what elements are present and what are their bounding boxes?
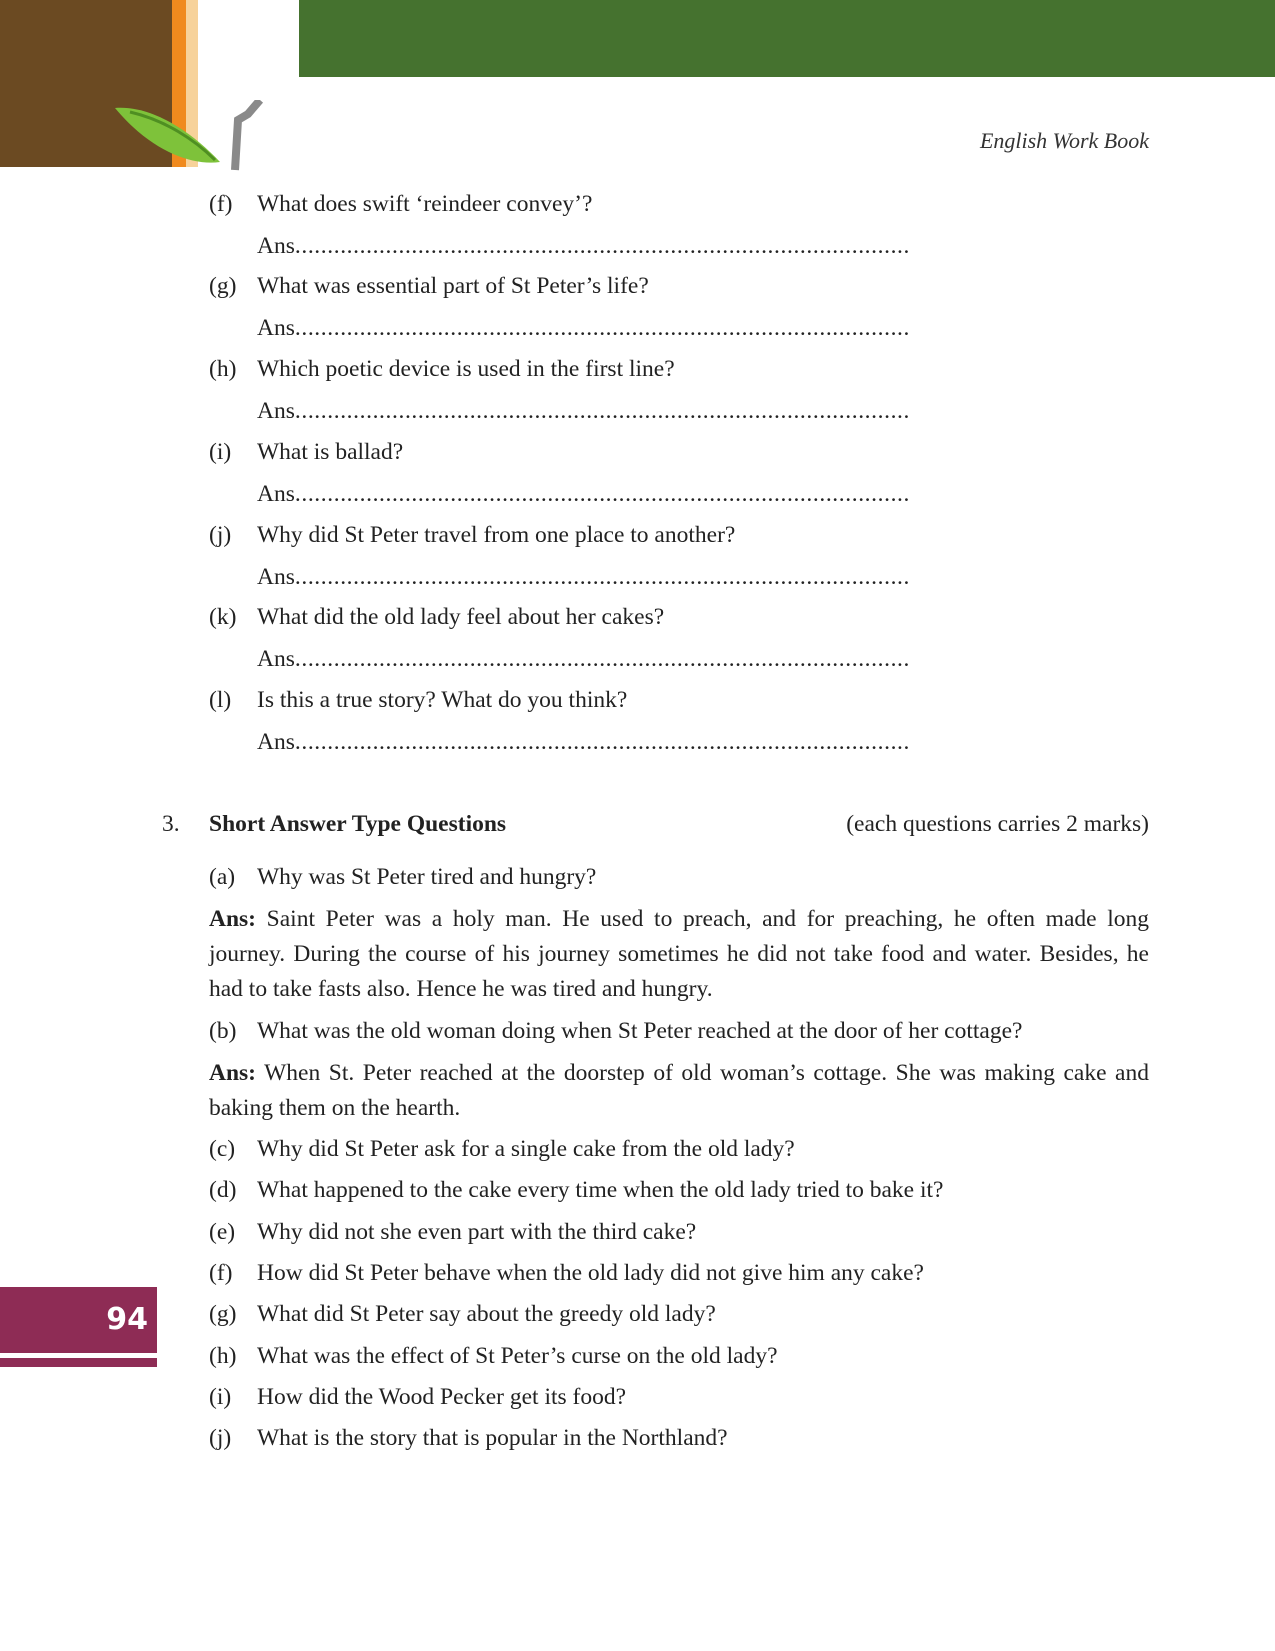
- question-item: [209, 189, 592, 219]
- question-text: What does swift ‘reindeer convey’?: [257, 191, 593, 217]
- question-label: (k): [209, 604, 237, 630]
- question-text: What was essential part of St Peter’s life?: [257, 273, 649, 299]
- question-text: What did the old lady feel about her cakes?: [257, 604, 665, 630]
- answer-prefix: Ans: [257, 233, 295, 259]
- question-text: What was the old woman doing when St Peter reached at the door of her cottage?: [257, 1018, 1023, 1044]
- header-green-band: [299, 0, 1275, 77]
- answer-line: [257, 562, 910, 592]
- question-text: How did the Wood Pecker get its food?: [257, 1384, 627, 1410]
- book-title: English Work Book: [979, 128, 1149, 153]
- answer-prefix: Ans: [257, 646, 295, 672]
- question-text: What did St Peter say about the greedy old lady?: [257, 1301, 716, 1327]
- answer-line: [257, 313, 910, 343]
- question-item: [209, 520, 735, 550]
- answer-line: [257, 396, 910, 426]
- answer-text: Saint Peter was a holy man. He used to preach, and for preaching, he often made long journey. During the course of his journey sometimes he did not take food and water. Besides, he had to take fasts also. Hence he was tired and hungry.: [209, 906, 1150, 1002]
- question-text: What is the story that is popular in the Northland?: [257, 1425, 728, 1451]
- page-number-underline: [0, 1358, 157, 1367]
- question-text: Why did St Peter travel from one place to another?: [257, 522, 736, 548]
- question-label: (l): [209, 687, 232, 713]
- question-item: [209, 1134, 795, 1164]
- question-label: (g): [209, 1301, 237, 1327]
- question-label: (b): [209, 1018, 237, 1044]
- answer-paragraph: [209, 1056, 1149, 1126]
- question-item: [209, 1217, 696, 1247]
- answer-prefix: Ans:: [209, 1060, 257, 1086]
- answer-line: [257, 479, 910, 509]
- question-label: (f): [209, 191, 233, 217]
- question-item: [209, 271, 649, 301]
- question-label: (d): [209, 1177, 237, 1203]
- question-item: [209, 354, 675, 384]
- question-text: What was the effect of St Peter’s curse on the old lady?: [257, 1343, 778, 1369]
- answer-line: [257, 727, 910, 757]
- question-label: (h): [209, 1343, 237, 1369]
- question-item: [209, 862, 596, 892]
- question-label: (a): [209, 864, 236, 890]
- answer-line: [257, 231, 910, 261]
- question-label: (e): [209, 1219, 236, 1245]
- question-item: [209, 1016, 1022, 1046]
- question-item: [209, 1423, 728, 1453]
- question-item: [209, 1258, 924, 1288]
- question-item: [209, 1341, 778, 1371]
- question-text: Why was St Peter tired and hungry?: [257, 864, 597, 890]
- question-item: [209, 1299, 716, 1329]
- question-item: [209, 602, 664, 632]
- section-number: 3.: [162, 811, 180, 837]
- question-text: Which poetic device is used in the first line?: [257, 356, 675, 382]
- question-label: (j): [209, 522, 232, 548]
- question-text: How did St Peter behave when the old lady did not give him any cake?: [257, 1260, 924, 1286]
- question-text: Is this a true story? What do you think?: [257, 687, 628, 713]
- question-item: [209, 437, 403, 467]
- answer-prefix: Ans: [257, 481, 295, 507]
- question-item: [209, 685, 627, 715]
- question-item: [209, 1175, 943, 1205]
- question-label: (h): [209, 356, 237, 382]
- answer-paragraph: [209, 902, 1149, 1007]
- question-label: (c): [209, 1136, 236, 1162]
- answer-prefix: Ans: [257, 729, 295, 755]
- question-label: (g): [209, 273, 237, 299]
- section-marks-note: (each questions carries 2 marks): [846, 811, 1149, 837]
- answer-prefix: Ans: [257, 315, 295, 341]
- answer-text: When St. Peter reached at the doorstep of old woman’s cottage. She was making cake and baking them on the hearth.: [209, 1060, 1149, 1121]
- question-label: (f): [209, 1260, 233, 1286]
- page-number: 94: [106, 1302, 148, 1337]
- question-text: Why did St Peter ask for a single cake from the old lady?: [257, 1136, 795, 1162]
- question-text: Why did not she even part with the third cake?: [257, 1219, 697, 1245]
- answer-prefix: Ans:: [209, 906, 257, 932]
- question-item: [209, 1382, 626, 1412]
- answer-prefix: Ans: [257, 398, 295, 424]
- answer-line: [257, 644, 910, 674]
- question-label: (i): [209, 439, 232, 465]
- section-title: Short Answer Type Questions: [209, 811, 507, 837]
- question-label: (i): [209, 1384, 232, 1410]
- question-label: (j): [209, 1425, 232, 1451]
- question-text: What happened to the cake every time when the old lady tried to bake it?: [257, 1177, 944, 1203]
- header-leaf-icon: [110, 100, 270, 175]
- question-text: What is ballad?: [257, 439, 404, 465]
- answer-prefix: Ans: [257, 564, 295, 590]
